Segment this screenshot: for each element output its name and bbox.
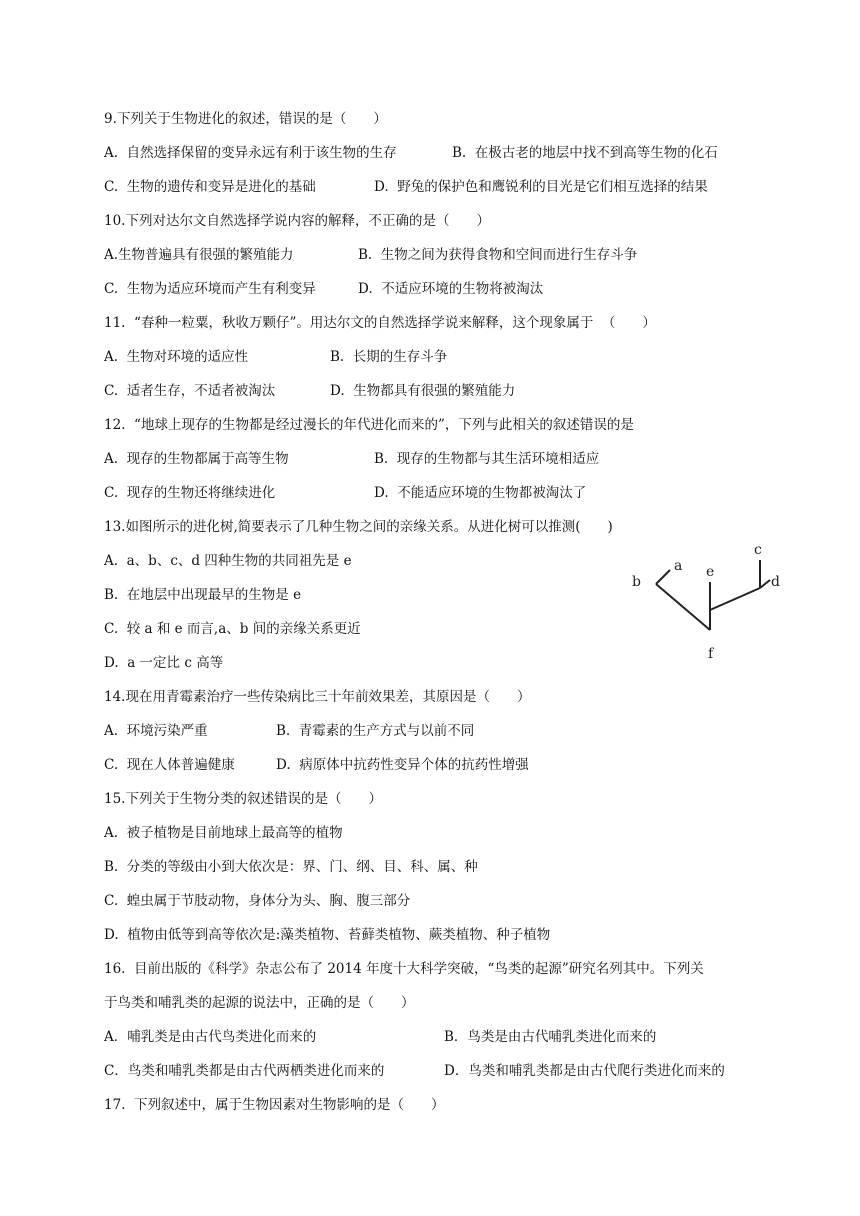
tree-label-d: d (771, 574, 780, 590)
question-16-option-c: C．鸟类和哺乳类都是由古代两栖类进化而来的 (104, 1063, 385, 1079)
tree-label-c: c (754, 542, 762, 558)
tree-branch-a (656, 570, 670, 584)
tree-branch-d (760, 580, 770, 588)
question-13-option-c: C. 较 a 和 e 而言,a、b 间的亲缘关系更近 (104, 621, 361, 637)
question-15-option-c: C. 蝗虫属于节肢动物，身体分为头、胸、腹三部分 (104, 893, 411, 909)
question-10-option-d: D. 不适应环境的生物将被淘汰 (358, 281, 544, 297)
question-12-stem: 12. “地球上现存的生物都是经过漫长的年代进化而来的”，下列与此相关的叙述错误的是 (104, 417, 634, 433)
question-11-stem: 11. “春种一粒粟，秋收万颗仔”。用达尔文的自然选择学说来解释，这个现象属于 （ ） (104, 315, 656, 331)
question-10-option-a: A.生物普遍具有很强的繁殖能力 (104, 247, 294, 263)
question-10-option-c: C. 生物为适应环境而产生有利变异 (104, 281, 316, 297)
question-12-option-a: A. 现存的生物都属于高等生物 (104, 451, 289, 467)
tree-label-a: a (674, 558, 683, 574)
question-14-stem: 14.现在用青霉素治疗一些传染病比三十年前效果差，其原因是（ ） (104, 689, 531, 705)
question-15-option-b: B. 分类的等级由小到大依次是：界、门、纲、目、科、属、种 (104, 859, 478, 875)
question-9-stem: 9.下列关于生物进化的叙述，错误的是（ ） (104, 111, 387, 127)
question-11-option-d: D. 生物都具有很强的繁殖能力 (330, 383, 516, 399)
question-17-stem: 17. 下列叙述中，属于生物因素对生物影响的是（ ） (104, 1097, 445, 1113)
tree-label-f: f (708, 646, 714, 660)
question-9-option-a: A. 自然选择保留的变异永远有利于该生物的生存 (104, 145, 397, 161)
question-16-option-d: D．鸟类和哺乳类都是由古代爬行类进化而来的 (444, 1063, 725, 1079)
question-14-option-a: A. 环境污染严重 (104, 723, 208, 739)
question-9-option-d: D. 野兔的保护色和鹰锐利的目光是它们相互选择的结果 (374, 179, 708, 195)
question-14-option-b: B. 青霉素的生产方式与以前不同 (276, 723, 475, 739)
question-12-option-b: B. 现存的生物都与其生活环境相适应 (374, 451, 600, 467)
question-11-option-a: A. 生物对环境的适应性 (104, 349, 249, 365)
question-10-option-b: B. 生物之间为获得食物和空间而进行生存斗争 (358, 247, 638, 263)
question-10-stem: 10.下列对达尔文自然选择学说内容的解释，不正确的是（ ） (104, 213, 490, 229)
question-15-stem: 15.下列关于生物分类的叙述错误的是（ ） (104, 791, 382, 807)
tree-label-b: b (632, 574, 641, 590)
question-13-stem: 13.如图所示的进化树,简要表示了几种生物之间的亲缘关系。从进化树可以推测( ) (104, 519, 613, 535)
question-13-option-d: D. a 一定比 c 高等 (104, 655, 224, 671)
question-9-option-b: B. 在极古老的地层中找不到高等生物的化石 (452, 145, 718, 161)
question-15-option-d: D. 植物由低等到高等依次是:藻类植物、苔藓类植物、蕨类植物、种子植物 (104, 927, 551, 943)
question-13-option-a: A. a、b、c、d 四种生物的共同祖先是 e (104, 553, 352, 569)
tree-branch-ab (656, 584, 710, 630)
question-12-option-c: C. 现存的生物还将继续进化 (104, 485, 276, 501)
question-16-stem: 16. 目前出版的《科学》杂志公布了 2014 年度十大科学突破，“鸟类的起源”研究名列其中。下列关 (104, 961, 704, 977)
question-9-option-c: C. 生物的遗传和变异是进化的基础 (104, 179, 316, 195)
question-11-option-b: B. 长期的生存斗争 (330, 349, 448, 365)
question-14-option-d: D. 病原体中抗药性变异个体的抗药性增强 (276, 757, 529, 773)
question-11-option-c: C. 适者生存，不适者被淘汰 (104, 383, 276, 399)
question-16-stem-continued: 于鸟类和哺乳类的起源的说法中，正确的是（ ） (104, 995, 415, 1011)
question-16-option-b: B．鸟类是由古代哺乳类进化而来的 (444, 1029, 657, 1045)
tree-label-e: e (706, 564, 715, 580)
evolution-tree-figure (620, 540, 790, 660)
question-16-option-a: A．哺乳类是由古代鸟类进化而来的 (104, 1029, 317, 1045)
question-15-option-a: A. 被子植物是目前地球上最高等的植物 (104, 825, 343, 841)
question-12-option-d: D. 不能适应环境的生物都被淘汰了 (374, 485, 587, 501)
question-14-option-c: C. 现在人体普遍健康 (104, 757, 235, 773)
tree-branch-cd (710, 588, 760, 610)
question-13-option-b: B. 在地层中出现最早的生物是 e (104, 587, 302, 603)
